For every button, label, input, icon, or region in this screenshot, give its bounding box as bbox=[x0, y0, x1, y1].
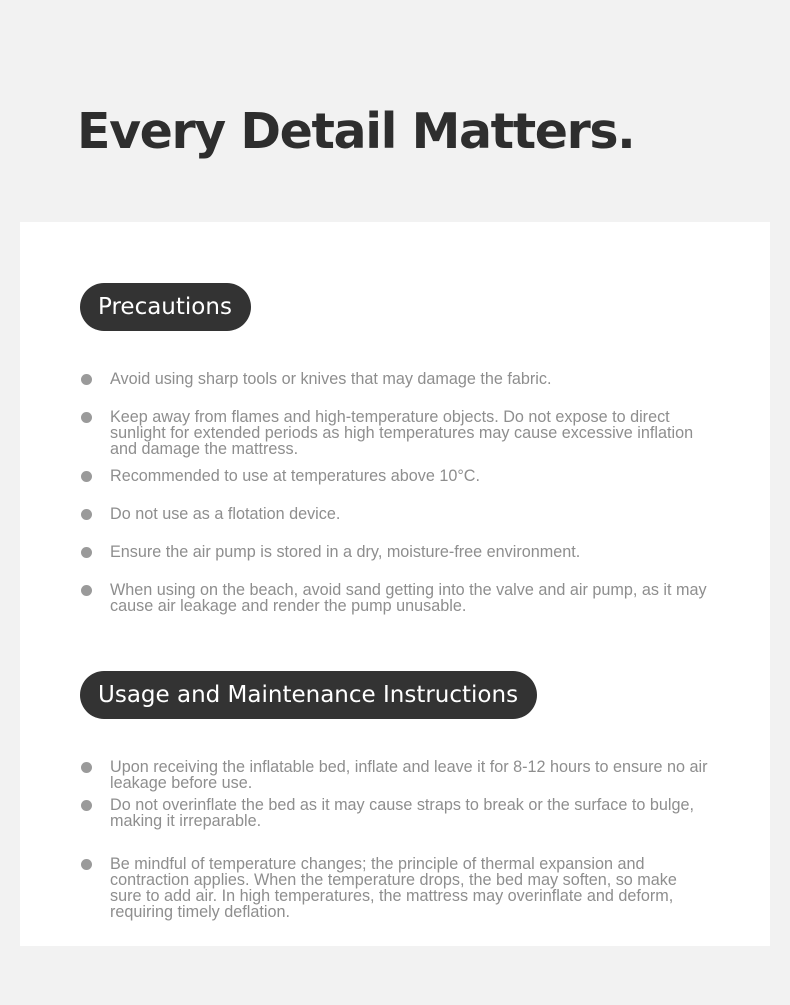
bullet-icon bbox=[81, 471, 92, 482]
usage-heading: Usage and Maintenance Instructions bbox=[80, 671, 537, 719]
bullet-icon bbox=[81, 547, 92, 558]
precaution-item-line: Ensure the air pump is stored in a dry, moisture-free environment. bbox=[110, 543, 581, 561]
bullet-icon bbox=[81, 509, 92, 520]
precautions-heading: Precautions bbox=[80, 283, 251, 331]
precaution-item bbox=[110, 468, 730, 484]
usage-item-line: leakage before use. bbox=[110, 774, 253, 792]
bullet-icon bbox=[81, 859, 92, 870]
usage-item-line: Upon receiving the inflatable bed, inflate and leave it for 8-12 hours to ensure no air bbox=[110, 758, 708, 776]
precaution-item-line: sunlight for extended periods as high temperatures may cause excessive inflation bbox=[110, 424, 694, 442]
precaution-item-line: cause air leakage and render the pump unusable. bbox=[110, 597, 467, 615]
precaution-item-line: Keep away from flames and high-temperature objects. Do not expose to direct bbox=[110, 408, 670, 426]
usage-item-line: requiring timely deflation. bbox=[110, 903, 290, 921]
precaution-item bbox=[110, 371, 730, 387]
bullet-icon bbox=[81, 762, 92, 773]
usage-item bbox=[110, 856, 730, 920]
bullet-icon bbox=[81, 374, 92, 385]
precaution-item-line: When using on the beach, avoid sand getting into the valve and air pump, as it may bbox=[110, 581, 707, 599]
precaution-item-line: and damage the mattress. bbox=[110, 440, 299, 458]
bullet-icon bbox=[81, 585, 92, 596]
precaution-item bbox=[110, 506, 730, 522]
usage-item-line: Do not overinflate the bed as it may cause straps to break or the surface to bulge, bbox=[110, 796, 694, 814]
page-title: Every Detail Matters. bbox=[77, 103, 635, 160]
precaution-item-line: Do not use as a flotation device. bbox=[110, 505, 341, 523]
usage-item bbox=[110, 759, 730, 791]
precaution-item bbox=[110, 409, 730, 457]
usage-item-line: making it irreparable. bbox=[110, 812, 262, 830]
precaution-item bbox=[110, 544, 730, 560]
precaution-item bbox=[110, 582, 730, 614]
usage-item bbox=[110, 797, 730, 829]
usage-item-line: sure to add air. In high temperatures, the mattress may overinflate and deform, bbox=[110, 887, 674, 905]
precaution-item-line: Recommended to use at temperatures above 10°C. bbox=[110, 467, 480, 485]
precaution-item-line: Avoid using sharp tools or knives that may damage the fabric. bbox=[110, 370, 552, 388]
usage-item-line: contraction applies. When the temperature drops, the bed may soften, so make bbox=[110, 871, 677, 889]
bullet-icon bbox=[81, 800, 92, 811]
content-card bbox=[20, 222, 770, 946]
usage-item-line: Be mindful of temperature changes; the principle of thermal expansion and bbox=[110, 855, 645, 873]
bullet-icon bbox=[81, 412, 92, 423]
